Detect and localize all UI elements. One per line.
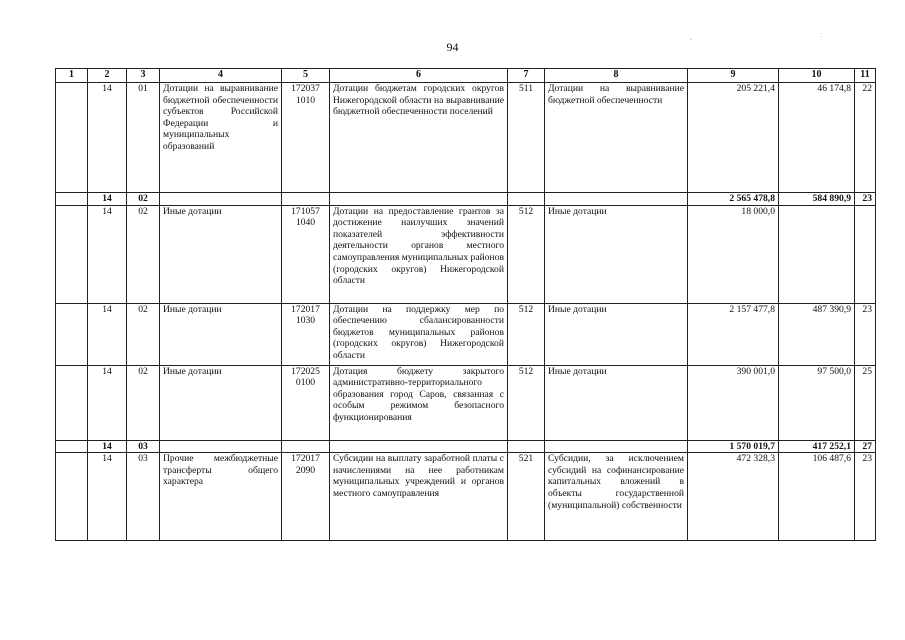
- scan-speck: :: [820, 30, 823, 39]
- cell-amount-year: 472 328,3: [688, 453, 779, 541]
- cell-expense-name: Иные дотации: [545, 303, 688, 365]
- column-header: 11: [855, 69, 876, 83]
- column-header: 2: [88, 69, 127, 83]
- cell-name: [160, 440, 282, 453]
- cell-expense-code: 512: [508, 303, 545, 365]
- cell-target-code: 172017 2090: [282, 453, 330, 541]
- cell-expense-code: [508, 440, 545, 453]
- column-header: 9: [688, 69, 779, 83]
- cell-name: [160, 193, 282, 206]
- cell-amount-year: 205 221,4: [688, 83, 779, 193]
- budget-table: [55, 68, 876, 541]
- cell-col1: [56, 453, 88, 541]
- table-row: [56, 205, 876, 303]
- cell-description: [330, 193, 508, 206]
- cell-percent: [855, 205, 876, 303]
- cell-amount-year: 390 001,0: [688, 365, 779, 440]
- cell-section: 14: [88, 303, 127, 365]
- cell-amount-period: 46 174,8: [779, 83, 855, 193]
- subtotal-row: [56, 440, 876, 453]
- cell-amount-year: 18 000,0: [688, 205, 779, 303]
- cell-name: Иные дотации: [160, 205, 282, 303]
- cell-col1: [56, 303, 88, 365]
- cell-percent: 23: [855, 303, 876, 365]
- cell-description: Дотации бюджетам городских округов Нижегородской области на выравнивание бюджетной обеспеченности поселений: [330, 83, 508, 193]
- cell-expense-code: 512: [508, 365, 545, 440]
- column-header: 5: [282, 69, 330, 83]
- cell-percent: 23: [855, 453, 876, 541]
- cell-col1: [56, 83, 88, 193]
- cell-percent: 23: [855, 193, 876, 206]
- cell-expense-code: 511: [508, 83, 545, 193]
- cell-expense-name: Субсидии, за исключением субсидий на софинансирование капитальных вложений в объекты государственной (муниципальной) собственности: [545, 453, 688, 541]
- cell-col1: [56, 365, 88, 440]
- cell-description: Дотации на предоставление грантов за достижение наилучших значений показателей эффективности деятельности органов местного самоуправления муниципальных районов (городских округов) Нижегородской области: [330, 205, 508, 303]
- cell-amount-period: 487 390,9: [779, 303, 855, 365]
- cell-section: 14: [88, 193, 127, 206]
- table-row: [56, 365, 876, 440]
- cell-target-code: 172017 1030: [282, 303, 330, 365]
- cell-col1: [56, 440, 88, 453]
- table-header-row: [56, 69, 876, 83]
- table-row: [56, 453, 876, 541]
- cell-name: Дотации на выравнивание бюджетной обеспеченности субъектов Российской Федерации и муниципальных образований: [160, 83, 282, 193]
- column-header: 6: [330, 69, 508, 83]
- cell-expense-code: 521: [508, 453, 545, 541]
- cell-description: [330, 440, 508, 453]
- cell-expense-name: Дотации на выравнивание бюджетной обеспеченности: [545, 83, 688, 193]
- cell-expense-code: [508, 193, 545, 206]
- cell-description: Дотация бюджету закрытого административно-территориального образования город Саров, связанная с особым режимом безопасного функционирования: [330, 365, 508, 440]
- page-number: 94: [446, 40, 459, 54]
- subtotal-row: [56, 193, 876, 206]
- cell-section: 14: [88, 83, 127, 193]
- cell-amount-period: 106 487,6: [779, 453, 855, 541]
- column-header: 3: [127, 69, 160, 83]
- cell-amount-year: 2 565 478,8: [688, 193, 779, 206]
- cell-section: 14: [88, 453, 127, 541]
- cell-expense-name: [545, 193, 688, 206]
- table-row: [56, 83, 876, 193]
- cell-target-code: [282, 440, 330, 453]
- cell-expense-name: Иные дотации: [545, 365, 688, 440]
- cell-subsection: 02: [127, 193, 160, 206]
- cell-description: Дотации на поддержку мер по обеспечению сбалансированности бюджетов муниципальных районов (городских округов) Нижегородской области: [330, 303, 508, 365]
- cell-percent: 22: [855, 83, 876, 193]
- cell-target-code: 171057 1040: [282, 205, 330, 303]
- cell-amount-period: 417 252,1: [779, 440, 855, 453]
- cell-expense-name: Иные дотации: [545, 205, 688, 303]
- column-header: 8: [545, 69, 688, 83]
- cell-subsection: 02: [127, 365, 160, 440]
- cell-name: Иные дотации: [160, 303, 282, 365]
- cell-subsection: 02: [127, 303, 160, 365]
- cell-subsection: 01: [127, 83, 160, 193]
- cell-subsection: 02: [127, 205, 160, 303]
- cell-subsection: 03: [127, 453, 160, 541]
- cell-section: 14: [88, 205, 127, 303]
- column-header: 7: [508, 69, 545, 83]
- cell-amount-period: 97 500,0: [779, 365, 855, 440]
- cell-col1: [56, 205, 88, 303]
- cell-expense-code: 512: [508, 205, 545, 303]
- scan-speck: ꞏ: [690, 35, 693, 44]
- cell-name: Иные дотации: [160, 365, 282, 440]
- cell-section: 14: [88, 365, 127, 440]
- cell-description: Субсидии на выплату заработной платы с начислениями на нее работникам муниципальных учреждений и органов местного самоуправления: [330, 453, 508, 541]
- cell-amount-period: [779, 205, 855, 303]
- cell-percent: 27: [855, 440, 876, 453]
- cell-section: 14: [88, 440, 127, 453]
- column-header: 10: [779, 69, 855, 83]
- cell-percent: 25: [855, 365, 876, 440]
- cell-target-code: [282, 193, 330, 206]
- cell-amount-year: 1 570 019,7: [688, 440, 779, 453]
- cell-target-code: 172037 1010: [282, 83, 330, 193]
- cell-amount-period: 584 890,9: [779, 193, 855, 206]
- cell-col1: [56, 193, 88, 206]
- column-header: 1: [56, 69, 88, 83]
- cell-expense-name: [545, 440, 688, 453]
- table-row: [56, 303, 876, 365]
- column-header: 4: [160, 69, 282, 83]
- cell-amount-year: 2 157 477,8: [688, 303, 779, 365]
- cell-subsection: 03: [127, 440, 160, 453]
- cell-target-code: 172025 0100: [282, 365, 330, 440]
- cell-name: Прочие межбюджетные трансферты общего характера: [160, 453, 282, 541]
